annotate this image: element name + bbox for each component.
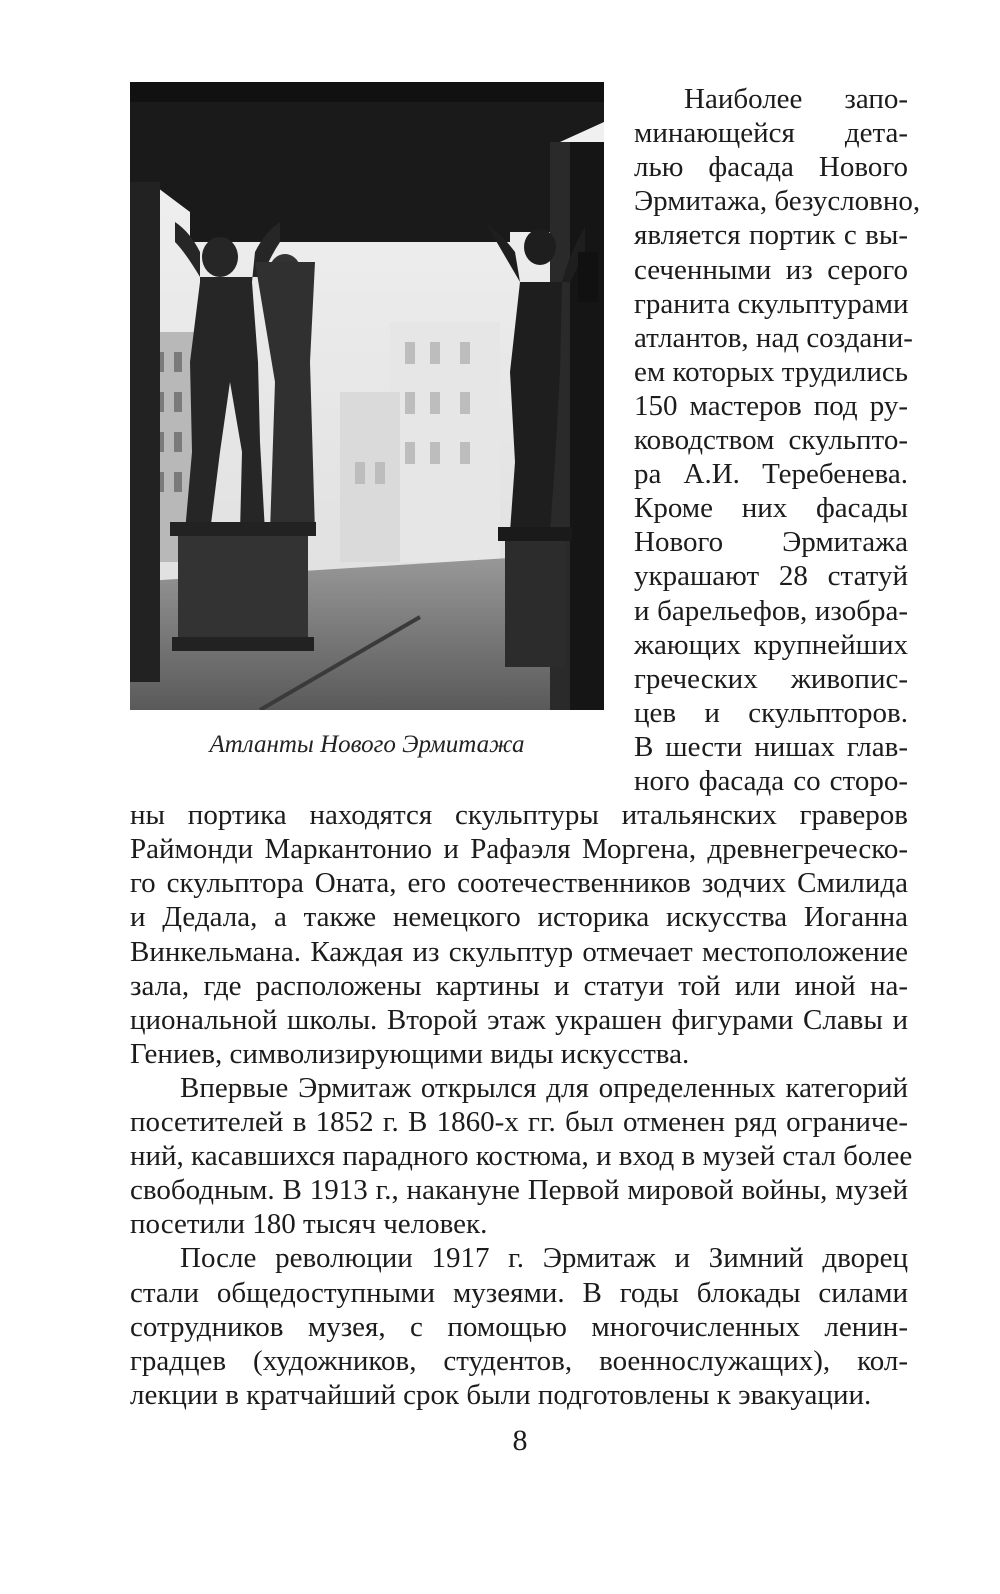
text-line: и Дедала, а также немецкого историка искусства Иоганна xyxy=(130,901,908,934)
text-line: украшают 28 статуй xyxy=(634,560,908,593)
text-line: цев и скульпторов. xyxy=(634,696,908,729)
text-line: является портик с вы- xyxy=(634,219,908,252)
text-line: После революции 1917 г. Эрмитаж и Зимний дворец xyxy=(180,1242,908,1275)
text-line: В шести нишах глав- xyxy=(634,730,908,763)
text-line: гранита скульптурами xyxy=(634,287,909,320)
text-line: Нового Эрмитажа xyxy=(634,526,908,559)
text-line: минающейся дета- xyxy=(634,117,908,150)
text-line: свободным. В 1913 г., накануне Первой мировой войны, музей xyxy=(130,1174,908,1207)
text-line: сотрудников музея, с помощью многочисленных ленин- xyxy=(130,1310,908,1343)
text-line: ного фасада со сторо- xyxy=(634,765,908,797)
text-line: посетили 180 тысяч человек. xyxy=(130,1208,488,1241)
atlantes-portico-photo xyxy=(130,82,604,710)
text-line: зала, где расположены картины и статуи той или иной на- xyxy=(130,969,908,1002)
text-line: ководством скульпто- xyxy=(634,424,908,456)
text-line: ра А.И. Теребенева. xyxy=(634,458,908,491)
text-line: ны портика находятся скульптуры итальянских граверов xyxy=(130,799,908,832)
text-line: Гениев, символизирующими виды искусства. xyxy=(130,1037,690,1070)
text-line: лекции в кратчайший срок были подготовлены к эвакуации. xyxy=(130,1378,872,1411)
figure-caption: Атланты Нового Эрмитажа xyxy=(209,731,525,758)
text-line: го скульптора Оната, его соотечественников зодчих Смилида xyxy=(130,867,908,900)
page-number: 8 xyxy=(512,1424,528,1457)
text-line: циональной школы. Второй этаж украшен фигурами Славы и xyxy=(130,1003,908,1036)
text-line: Эрмитажа, безусловно, xyxy=(634,185,921,218)
text-line: 150 мастеров под ру- xyxy=(634,389,908,422)
text-line: посетителей в 1852 г. В 1860-х гг. был отменен ряд ограниче- xyxy=(130,1106,908,1138)
text-line: атлантов, над создани- xyxy=(634,321,913,354)
text-line: Наиболее запо- xyxy=(684,83,908,115)
text-line: сеченными из серого xyxy=(634,253,908,286)
text-line: Раймонди Маркантонио и Рафаэля Моргена, древнегреческо- xyxy=(130,833,908,866)
text-line: стали общедоступными музеями. В годы блокады силами xyxy=(130,1276,908,1309)
text-line: градцев (художников, студентов, военнослужащих), кол- xyxy=(130,1344,908,1377)
text-line: ний, касавшихся парадного костюма, и вход в музей стал более xyxy=(130,1140,913,1173)
text-line: Впервые Эрмитаж открылся для определенных категорий xyxy=(180,1071,908,1104)
text-line: ем которых трудились xyxy=(634,355,908,388)
text-line: и барельефов, изобра- xyxy=(634,594,908,627)
text-line: жающих крупнейших xyxy=(634,628,908,661)
text-line: Кроме них фасады xyxy=(634,492,908,525)
text-line: Винкельмана. Каждая из скульптур отмечает местоположение xyxy=(130,935,908,968)
text-line: лью фасада Нового xyxy=(634,151,908,184)
atlantes-portico-photo-icon xyxy=(130,82,604,710)
text-line: греческих живопис- xyxy=(634,662,908,695)
